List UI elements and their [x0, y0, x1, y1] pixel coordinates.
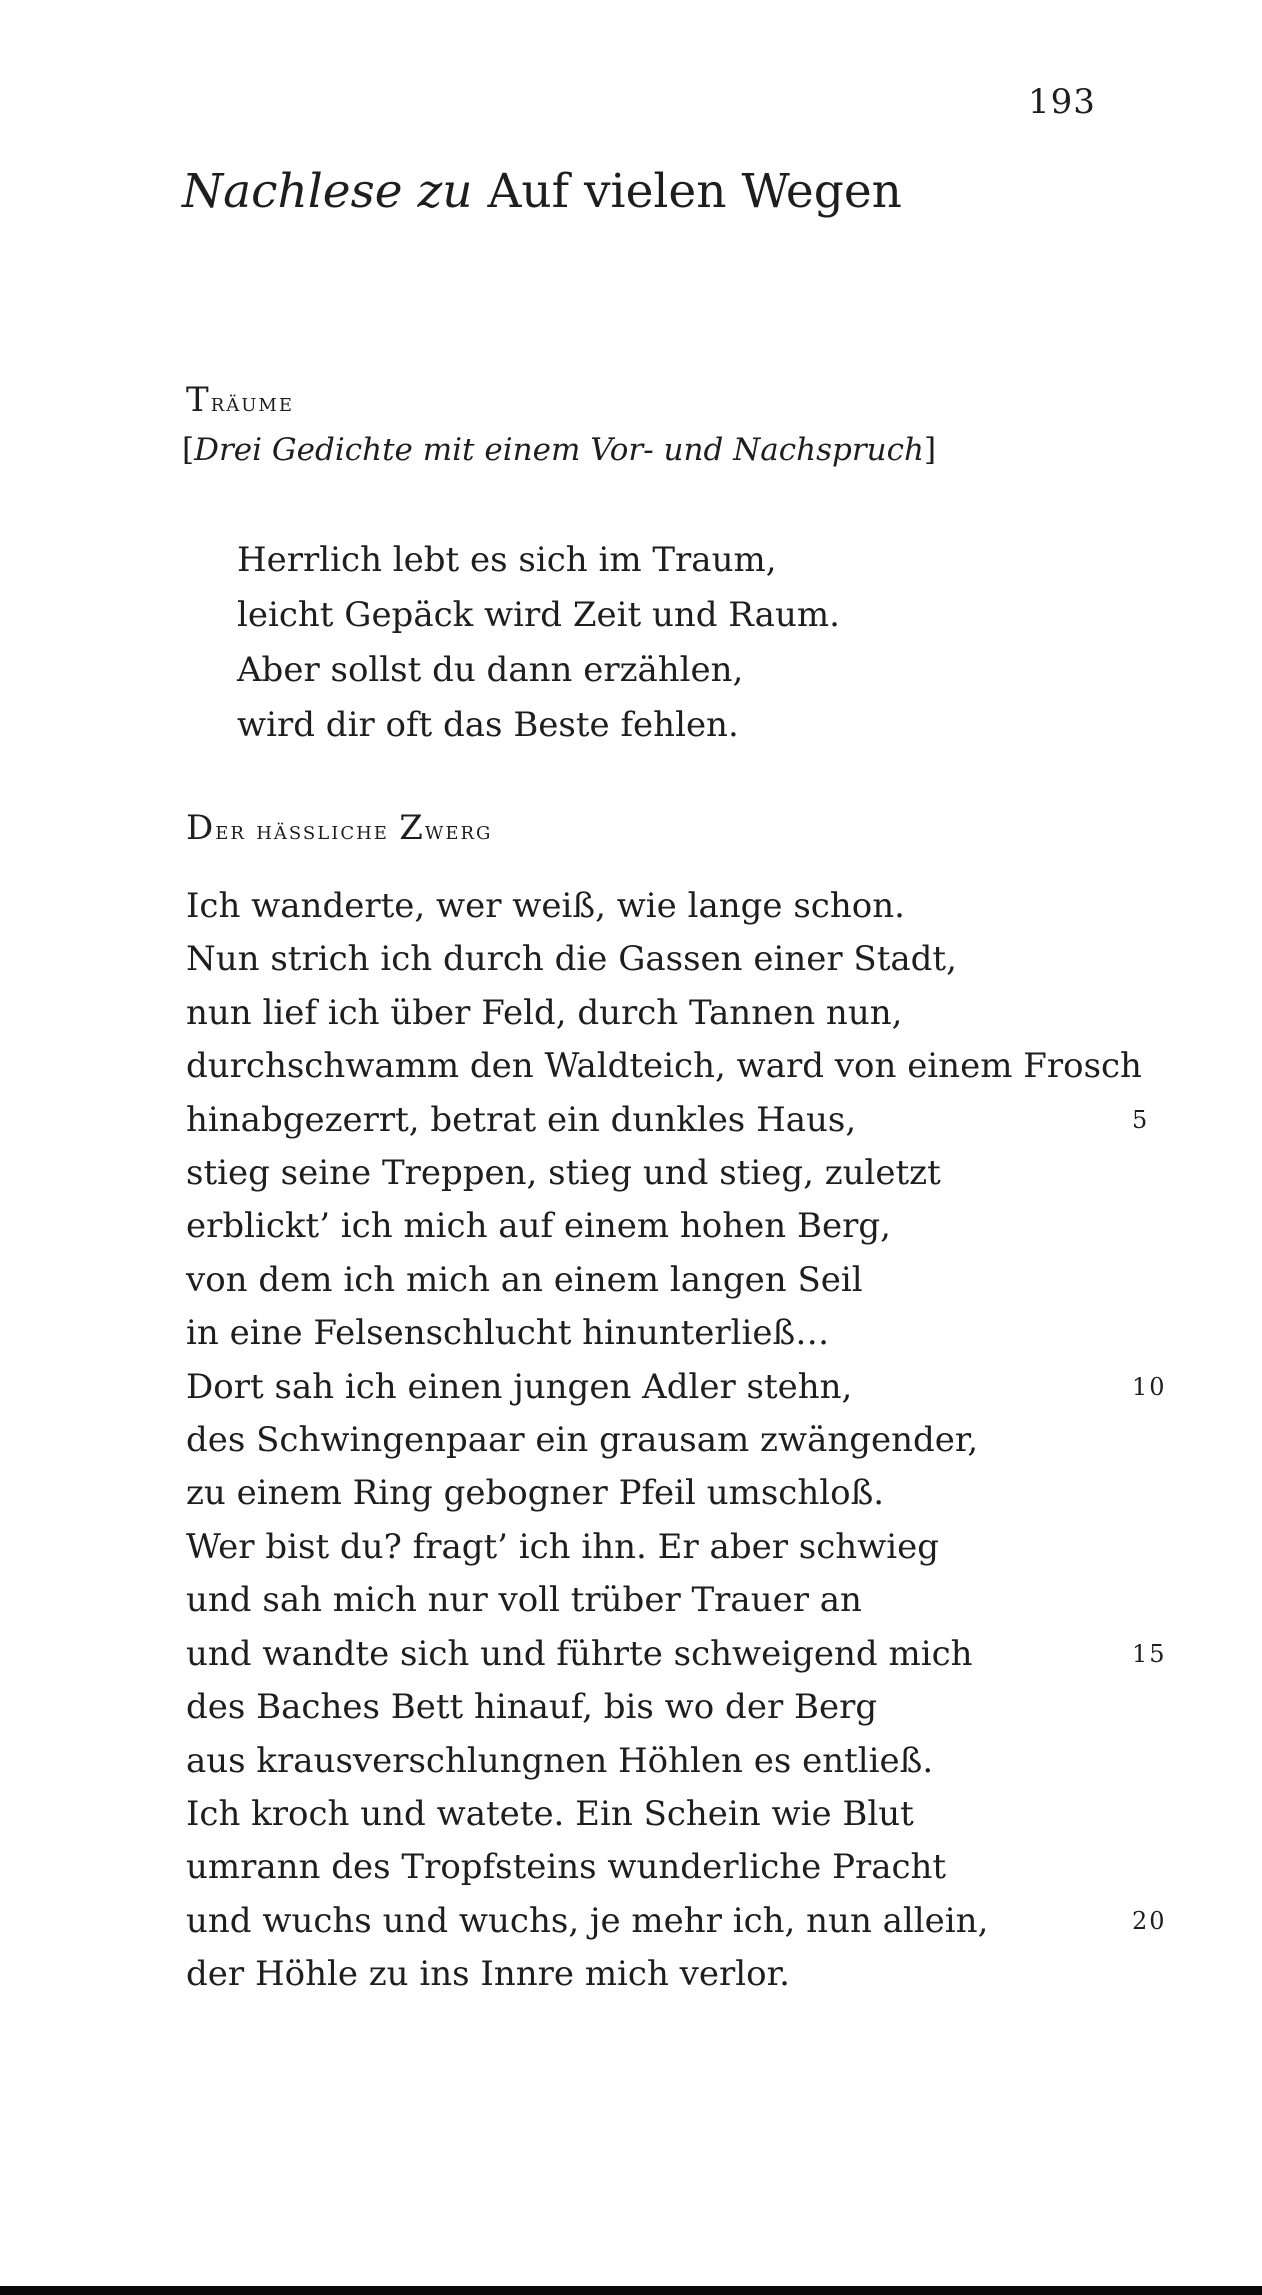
verse-line — [186, 1948, 1186, 2001]
section-heading-zwerg — [186, 808, 492, 848]
subtitle-open-bracket: [ — [182, 432, 195, 468]
verse-line — [186, 1574, 1186, 1627]
scan-edge-bar — [0, 2286, 1262, 2295]
chapter-title-roman: Auf vielen Wegen — [487, 164, 902, 219]
verse-text: Dort sah ich einen jungen Adler stehn, — [186, 1366, 853, 1407]
verse-text: und wuchs und wuchs, je mehr ich, nun allein, — [186, 1900, 989, 1941]
verse-text: Ich kroch und watete. Ein Schein wie Blut — [186, 1793, 914, 1834]
verse-line — [186, 1521, 1186, 1574]
heading-rest: er hässliche — [215, 816, 400, 846]
heading-rest: werg — [424, 816, 493, 846]
line-number: 10 — [1132, 1372, 1167, 1401]
verse-text: stieg seine Treppen, stieg und stieg, zuletzt — [186, 1153, 941, 1194]
verse-line — [186, 1628, 1186, 1681]
verse-line: leicht Gepäck wird Zeit und Raum. — [237, 595, 840, 635]
verse-text: hinabgezerrt, betrat ein dunkles Haus, — [186, 1099, 857, 1140]
chapter-title — [182, 164, 902, 219]
verse-text: durchschwamm den Waldteich, ward von einem Frosch — [186, 1046, 1142, 1087]
verse-text: des Baches Bett hinauf, bis wo der Berg — [186, 1687, 878, 1728]
verse-line — [186, 1735, 1186, 1788]
verse-line: wird dir oft das Beste fehlen. — [237, 705, 739, 745]
verse-text: zu einem Ring gebogner Pfeil umschloß. — [186, 1473, 885, 1514]
verse-line — [186, 1147, 1186, 1200]
page-number: 193 — [1028, 82, 1096, 122]
verse-line — [186, 1414, 1186, 1467]
verse-line — [186, 880, 1186, 933]
verse-text: Nun strich ich durch die Gassen einer Stadt, — [186, 939, 957, 980]
verse-text: von dem ich mich an einem langen Seil — [186, 1259, 863, 1300]
section-subtitle — [182, 432, 936, 468]
verse-line — [186, 1307, 1186, 1360]
verse-text: aus krausverschlungnen Höhlen es entließ. — [186, 1740, 934, 1781]
verse-text: umrann des Tropfsteins wunderliche Pracht — [186, 1847, 947, 1888]
verse-line — [186, 1467, 1186, 1520]
verse-line — [186, 1094, 1186, 1147]
verse-text: und sah mich nur voll trüber Trauer an — [186, 1580, 862, 1621]
verse-text: des Schwingenpaar ein grausam zwängender, — [186, 1420, 979, 1461]
chapter-title-italic: Nachlese zu — [182, 164, 473, 219]
verse-line — [186, 1788, 1186, 1841]
verse-text: in eine Felsenschlucht hinunterließ… — [186, 1313, 830, 1354]
verse-text: der Höhle zu ins Innre mich verlor. — [186, 1954, 790, 1995]
heading-initial: Z — [399, 808, 425, 848]
verse-line — [186, 933, 1186, 986]
verse-text: und wandte sich und führte schweigend mich — [186, 1633, 973, 1674]
verse-text: Ich wanderte, wer weiß, wie lange schon. — [186, 886, 905, 926]
verse-line: Aber sollst du dann erzählen, — [237, 650, 744, 690]
verse-line — [186, 1681, 1186, 1734]
verse-line — [186, 1200, 1186, 1253]
heading-rest: räume — [210, 388, 294, 418]
poem-verse — [186, 880, 1186, 2002]
subtitle-text: Drei Gedichte mit einem Vor- und Nachspruch — [194, 432, 924, 468]
verse-line — [186, 987, 1186, 1040]
section-heading-traeume — [186, 380, 294, 420]
verse-text: Wer bist du? fragt’ ich ihn. Er aber schwieg — [186, 1526, 940, 1567]
verse-text: nun lief ich über Feld, durch Tannen nun, — [186, 992, 903, 1033]
verse-line — [186, 1841, 1186, 1894]
line-number: 15 — [1132, 1639, 1167, 1668]
heading-initial: T — [186, 380, 211, 420]
motto-verse — [237, 533, 840, 753]
verse-line: Herrlich lebt es sich im Traum, — [237, 540, 777, 580]
heading-initial: D — [186, 808, 216, 848]
verse-text: erblickt’ ich mich auf einem hohen Berg, — [186, 1206, 891, 1247]
line-number: 20 — [1132, 1906, 1167, 1935]
verse-line — [186, 1361, 1186, 1414]
subtitle-close-bracket: ] — [923, 432, 937, 468]
verse-line — [186, 1254, 1186, 1307]
verse-line — [186, 1040, 1186, 1093]
line-number: 5 — [1132, 1105, 1150, 1134]
verse-line — [186, 1895, 1186, 1948]
